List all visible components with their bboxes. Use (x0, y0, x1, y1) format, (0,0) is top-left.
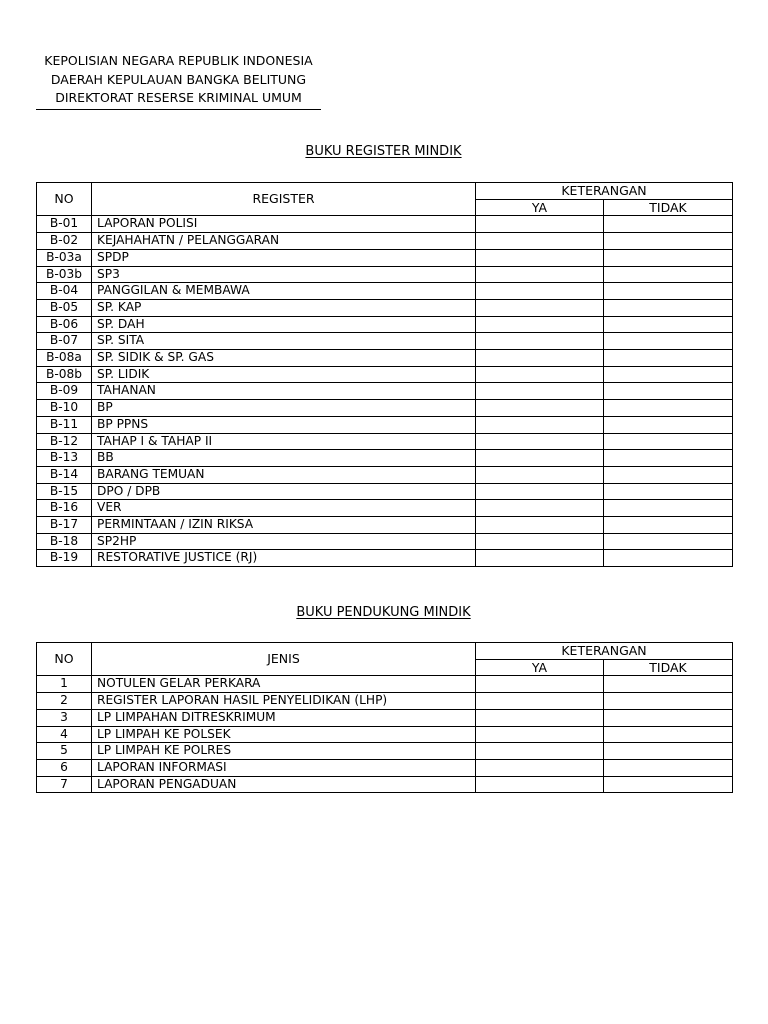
row-name: SP. SITA (92, 333, 476, 350)
row-no: B-03a (37, 249, 92, 266)
table-row (37, 500, 733, 517)
table-row (37, 266, 733, 283)
header-keterangan: KETERANGAN (476, 183, 733, 200)
row-ya-cell (476, 517, 604, 534)
row-ya-cell (476, 383, 604, 400)
row-ya-cell (476, 416, 604, 433)
row-ya-cell (476, 726, 604, 743)
row-ya-cell (476, 216, 604, 233)
row-ya-cell (476, 283, 604, 300)
row-no: 4 (37, 726, 92, 743)
row-no: B-13 (37, 450, 92, 467)
header-jenis: JENIS (92, 643, 476, 676)
row-no: B-02 (37, 233, 92, 250)
table-row (37, 533, 733, 550)
row-no: B-17 (37, 517, 92, 534)
pendukung-section-title (36, 605, 731, 620)
table-row (37, 216, 733, 233)
row-ya-cell (476, 776, 604, 793)
row-no: 7 (37, 776, 92, 793)
header-no: NO (37, 643, 92, 676)
row-ya-cell (476, 709, 604, 726)
row-name: BP (92, 400, 476, 417)
table-row (37, 333, 733, 350)
table-row (37, 709, 733, 726)
row-no: B-08a (37, 350, 92, 367)
row-ya-cell (476, 299, 604, 316)
row-ya-cell (476, 316, 604, 333)
header-ya: YA (476, 659, 604, 676)
row-ya-cell (476, 333, 604, 350)
row-ya-cell (476, 676, 604, 693)
pendukung-title-text: BUKU PENDUKUNG MINDIK (296, 605, 471, 620)
row-ya-cell (476, 266, 604, 283)
row-name: SP. LIDIK (92, 366, 476, 383)
table-row (37, 283, 733, 300)
row-tidak-cell (604, 726, 733, 743)
row-name: LP LIMPAH KE POLSEK (92, 726, 476, 743)
row-name: BB (92, 450, 476, 467)
header-ya: YA (476, 199, 604, 216)
row-no: B-04 (37, 283, 92, 300)
row-ya-cell (476, 500, 604, 517)
row-name: BP PPNS (92, 416, 476, 433)
row-tidak-cell (604, 366, 733, 383)
row-name: SP2HP (92, 533, 476, 550)
row-tidak-cell (604, 233, 733, 250)
row-no: B-10 (37, 400, 92, 417)
row-name: LP LIMPAH KE POLRES (92, 743, 476, 760)
row-name: BARANG TEMUAN (92, 466, 476, 483)
row-no: B-08b (37, 366, 92, 383)
row-tidak-cell (604, 693, 733, 710)
row-tidak-cell (604, 249, 733, 266)
row-no: B-16 (37, 500, 92, 517)
row-no: B-12 (37, 433, 92, 450)
table-row (37, 433, 733, 450)
table-row (37, 550, 733, 567)
row-name: REGISTER LAPORAN HASIL PENYELIDIKAN (LHP) (92, 693, 476, 710)
row-tidak-cell (604, 759, 733, 776)
row-name: LAPORAN POLISI (92, 216, 476, 233)
letterhead (36, 52, 321, 110)
letterhead-line-3: DIREKTORAT RESERSE KRIMINAL UMUM (55, 90, 302, 105)
row-no: B-19 (37, 550, 92, 567)
row-name: DPO / DPB (92, 483, 476, 500)
row-no: B-18 (37, 533, 92, 550)
row-no: B-11 (37, 416, 92, 433)
table-row (37, 383, 733, 400)
row-no: 5 (37, 743, 92, 760)
row-tidak-cell (604, 316, 733, 333)
header-no: NO (37, 183, 92, 216)
table-row (37, 366, 733, 383)
row-tidak-cell (604, 433, 733, 450)
row-tidak-cell (604, 743, 733, 760)
row-no: B-14 (37, 466, 92, 483)
row-tidak-cell (604, 550, 733, 567)
header-register: REGISTER (92, 183, 476, 216)
row-name: TAHAP I & TAHAP II (92, 433, 476, 450)
header-tidak: TIDAK (604, 659, 733, 676)
row-tidak-cell (604, 299, 733, 316)
table-row (37, 466, 733, 483)
row-no: B-06 (37, 316, 92, 333)
header-keterangan: KETERANGAN (476, 643, 733, 660)
register-title-text: BUKU REGISTER MINDIK (305, 144, 462, 159)
row-tidak-cell (604, 466, 733, 483)
table-row (37, 249, 733, 266)
row-name: SP. DAH (92, 316, 476, 333)
row-tidak-cell (604, 776, 733, 793)
row-tidak-cell (604, 416, 733, 433)
row-ya-cell (476, 533, 604, 550)
row-name: TAHANAN (92, 383, 476, 400)
row-no: 6 (37, 759, 92, 776)
row-tidak-cell (604, 517, 733, 534)
row-name: VER (92, 500, 476, 517)
row-tidak-cell (604, 350, 733, 367)
table-row (37, 350, 733, 367)
row-tidak-cell (604, 216, 733, 233)
row-ya-cell (476, 400, 604, 417)
table-row (37, 416, 733, 433)
row-no: 3 (37, 709, 92, 726)
pendukung-table (36, 642, 733, 793)
table-row (37, 676, 733, 693)
row-tidak-cell (604, 676, 733, 693)
table-row (37, 776, 733, 793)
row-ya-cell (476, 233, 604, 250)
row-no: B-05 (37, 299, 92, 316)
table-row (37, 483, 733, 500)
table-row (37, 726, 733, 743)
table-row (37, 450, 733, 467)
row-no: B-01 (37, 216, 92, 233)
row-tidak-cell (604, 533, 733, 550)
row-tidak-cell (604, 283, 733, 300)
table-row (37, 759, 733, 776)
register-section-title (36, 144, 731, 159)
row-no: B-09 (37, 383, 92, 400)
row-ya-cell (476, 450, 604, 467)
table-row (37, 233, 733, 250)
letterhead-line-2: DAERAH KEPULAUAN BANGKA BELITUNG (50, 71, 307, 87)
register-table (36, 182, 733, 567)
row-tidak-cell (604, 383, 733, 400)
row-ya-cell (476, 350, 604, 367)
row-ya-cell (476, 366, 604, 383)
row-ya-cell (476, 483, 604, 500)
row-tidak-cell (604, 450, 733, 467)
row-ya-cell (476, 466, 604, 483)
row-no: B-15 (37, 483, 92, 500)
row-name: NOTULEN GELAR PERKARA (92, 676, 476, 693)
row-ya-cell (476, 550, 604, 567)
header-tidak: TIDAK (604, 199, 733, 216)
row-name: SP. SIDIK & SP. GAS (92, 350, 476, 367)
row-no: B-07 (37, 333, 92, 350)
row-name: SPDP (92, 249, 476, 266)
row-name: LP LIMPAHAN DITRESKRIMUM (92, 709, 476, 726)
row-name: SP3 (92, 266, 476, 283)
row-ya-cell (476, 759, 604, 776)
letterhead-line-1: KEPOLISIAN NEGARA REPUBLIK INDONESIA (44, 53, 313, 68)
row-ya-cell (476, 249, 604, 266)
table-row (37, 299, 733, 316)
row-no: 1 (37, 676, 92, 693)
row-tidak-cell (604, 500, 733, 517)
table-row (37, 693, 733, 710)
row-name: LAPORAN PENGADUAN (92, 776, 476, 793)
row-tidak-cell (604, 266, 733, 283)
row-no: 2 (37, 693, 92, 710)
row-ya-cell (476, 693, 604, 710)
row-tidak-cell (604, 709, 733, 726)
row-tidak-cell (604, 400, 733, 417)
table-row (37, 743, 733, 760)
row-name: PERMINTAAN / IZIN RIKSA (92, 517, 476, 534)
row-no: B-03b (37, 266, 92, 283)
row-name: PANGGILAN & MEMBAWA (92, 283, 476, 300)
table-row (37, 316, 733, 333)
row-name: KEJAHAHATN / PELANGGARAN (92, 233, 476, 250)
table-row (37, 517, 733, 534)
row-ya-cell (476, 433, 604, 450)
table-row (37, 400, 733, 417)
row-tidak-cell (604, 333, 733, 350)
row-ya-cell (476, 743, 604, 760)
row-name: SP. KAP (92, 299, 476, 316)
row-name: RESTORATIVE JUSTICE (RJ) (92, 550, 476, 567)
row-name: LAPORAN INFORMASI (92, 759, 476, 776)
row-tidak-cell (604, 483, 733, 500)
